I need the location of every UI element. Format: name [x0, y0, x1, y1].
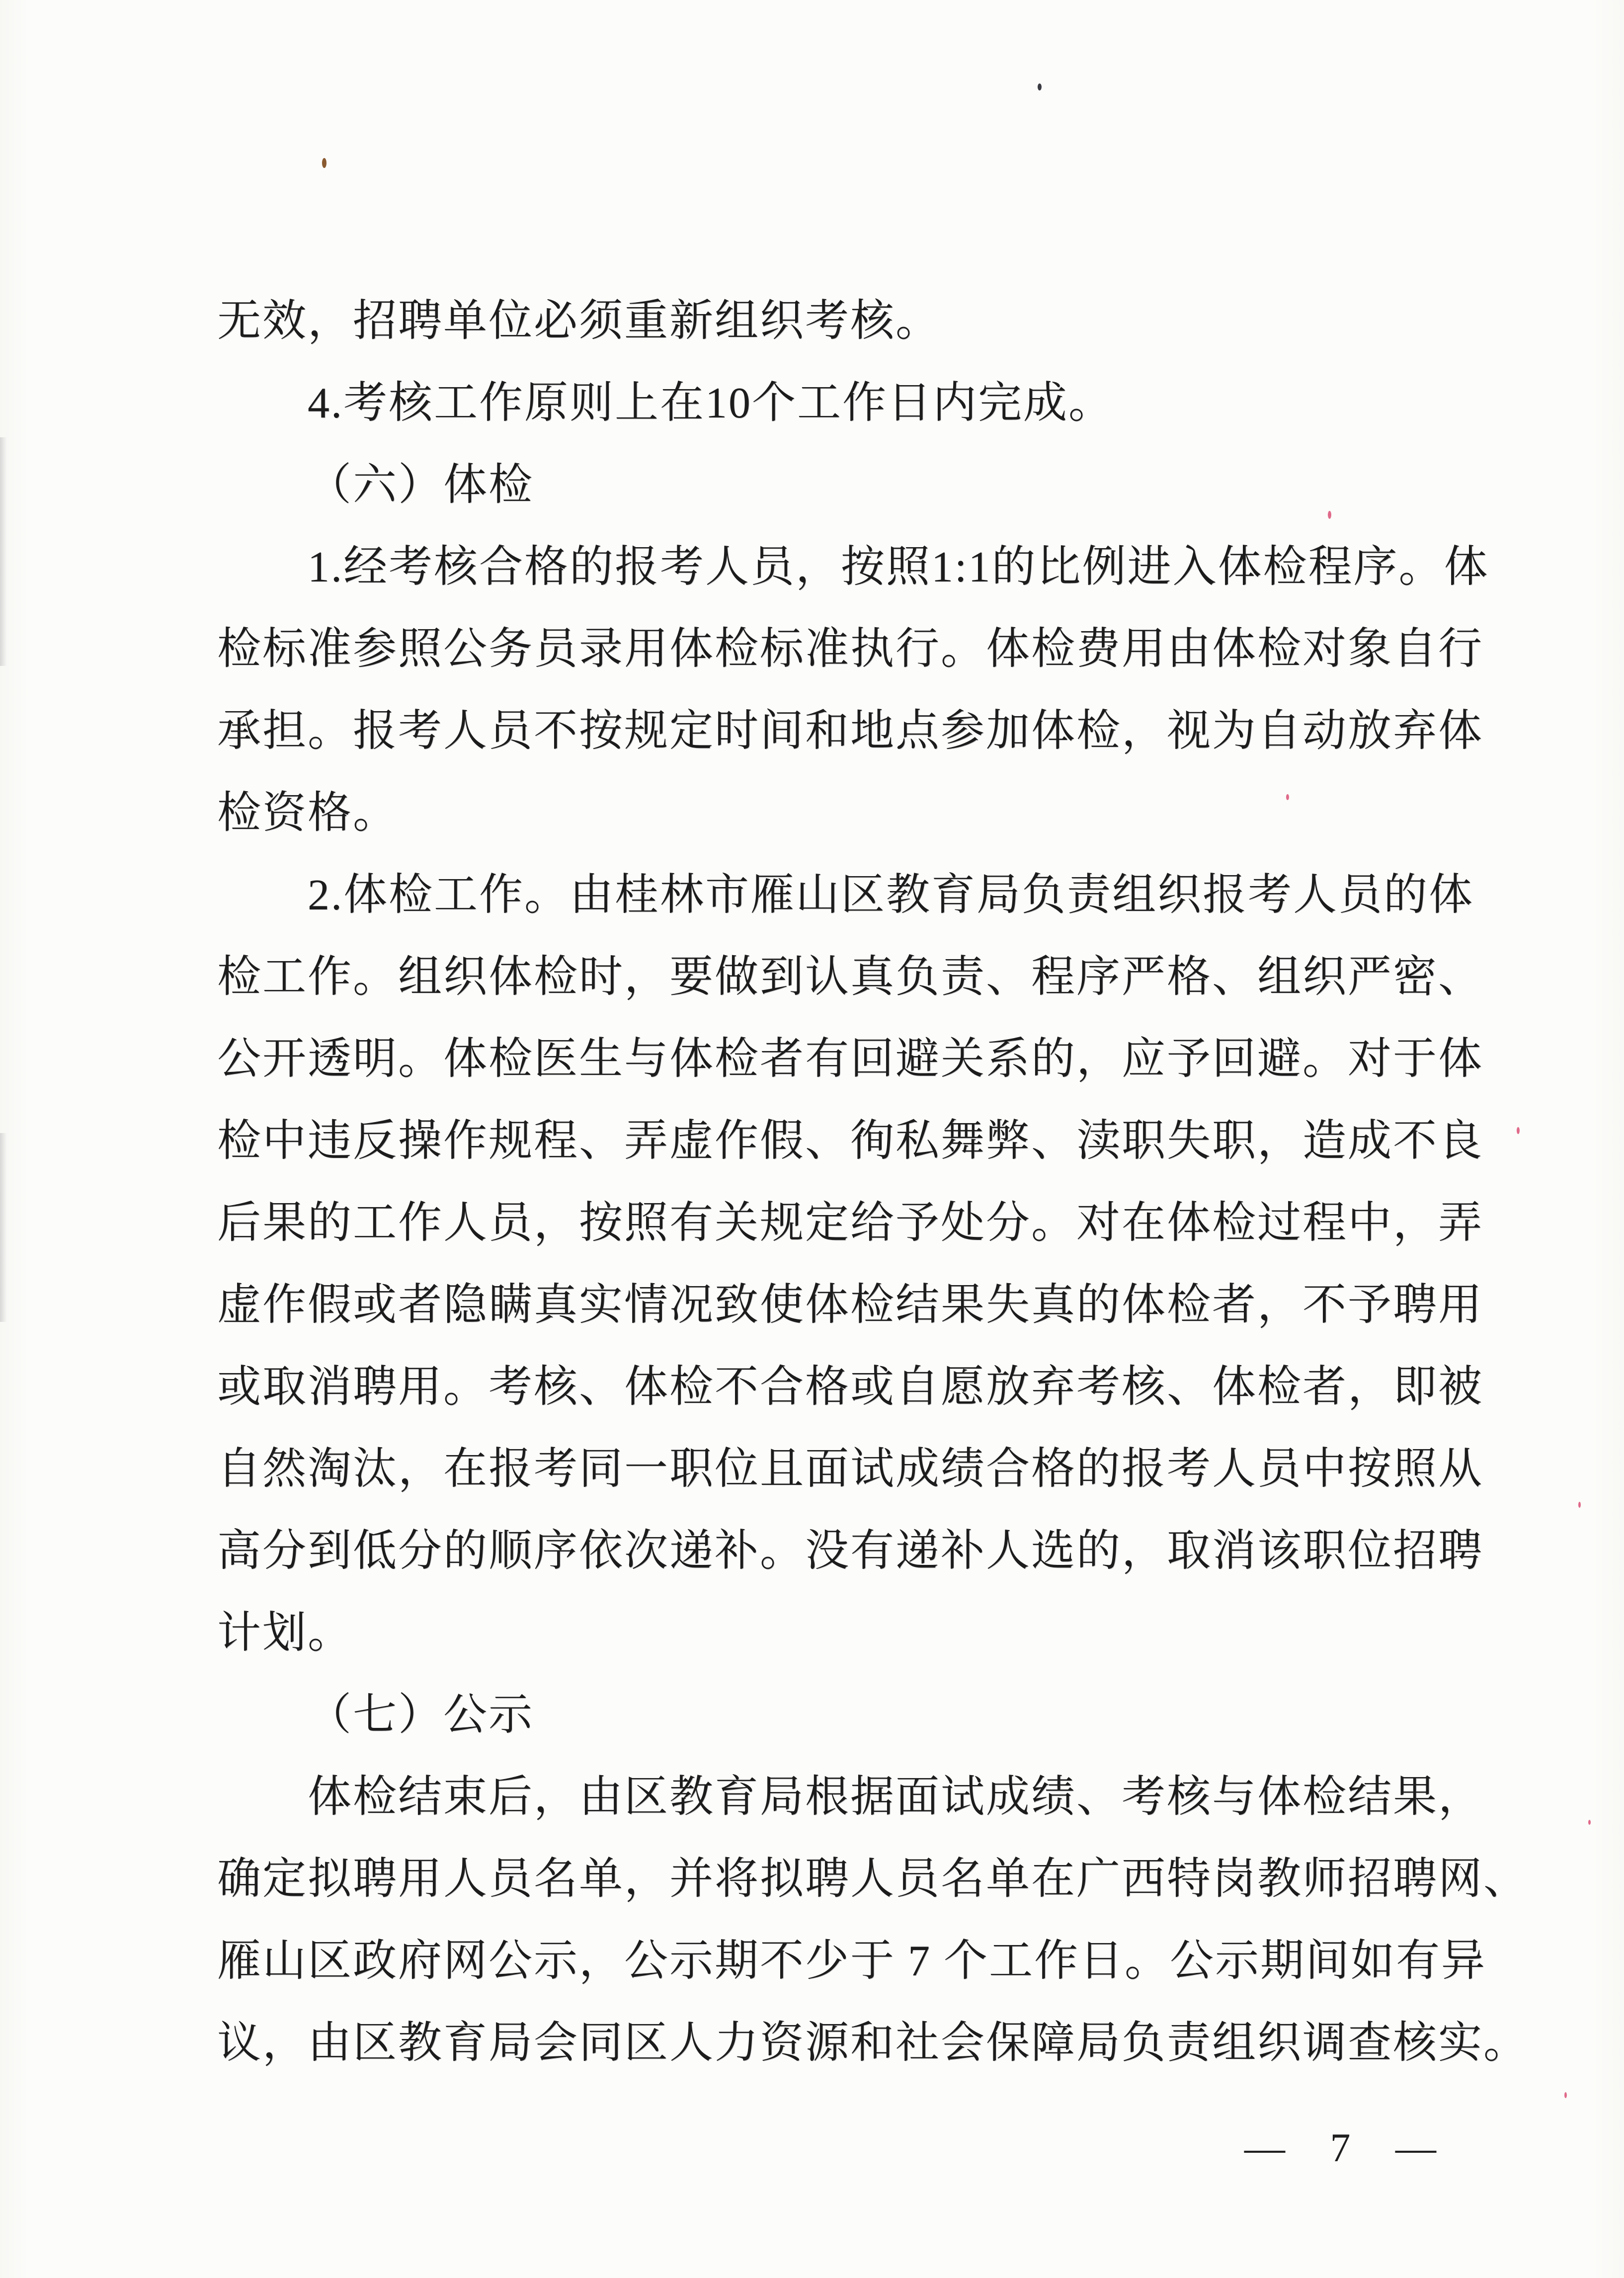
text-line: 检标准参照公务员录用体检标准执行。体检费用由体检对象自行 [217, 625, 1484, 673]
text-line: 无效，招聘单位必须重新组织考核。 [217, 297, 941, 345]
scan-speckle [1588, 1820, 1591, 1825]
document-body [217, 280, 1529, 2084]
scan-speckle [322, 158, 326, 168]
text-line: 自然淘汰，在报考同一职位且面试成绩合格的报考人员中按照从 [217, 1445, 1484, 1493]
text-line: 体检结束后，由区教育局根据面试成绩、考核与体检结果， [308, 1773, 1484, 1821]
scan-edge-smudge [0, 1133, 7, 1322]
text-line: 虚作假或者隐瞒真实情况致使体检结果失真的体检者，不予聘用 [217, 1281, 1484, 1329]
scan-speckle [1286, 794, 1289, 800]
scan-speckle [1517, 1127, 1520, 1134]
text-line: 1.经考核合格的报考人员，按照1:1的比例进入体检程序。体 [308, 543, 1489, 591]
text-line: （七）公示 [308, 1691, 534, 1739]
text-lines [217, 280, 1529, 2084]
text-line: 确定拟聘用人员名单，并将拟聘人员名单在广西特岗教师招聘网、 [217, 1855, 1529, 1903]
text-line: 计划。 [217, 1609, 353, 1657]
text-line: 雁山区政府网公示，公示期不少于 7 个工作日。公示期间如有异 [217, 1937, 1487, 1985]
scan-speckle [1564, 2092, 1567, 2098]
scan-speckle [1038, 83, 1042, 90]
scan-edge-smudge [0, 437, 7, 666]
text-line: 后果的工作人员，按照有关规定给予处分。对在体检过程中，弄 [217, 1199, 1484, 1247]
text-line: 公开透明。体检医生与体检者有回避关系的，应予回避。对于体 [217, 1035, 1484, 1083]
text-line: 承担。报考人员不按规定时间和地点参加体检，视为自动放弃体 [217, 707, 1484, 755]
scan-speckle [1328, 511, 1331, 519]
text-line: 检中违反操作规程、弄虚作假、徇私舞弊、渎职失职，造成不良 [217, 1117, 1484, 1165]
text-line: 2.体检工作。由桂林市雁山区教育局负责组织报考人员的体 [308, 871, 1474, 919]
text-line: 或取消聘用。考核、体检不合格或自愿放弃考核、体检者，即被 [217, 1363, 1484, 1411]
text-line: 高分到低分的顺序依次递补。没有递补人选的，取消该职位招聘 [217, 1527, 1484, 1575]
text-line: （六）体检 [308, 461, 534, 509]
text-line: 检工作。组织体检时，要做到认真负责、程序严格、组织严密、 [217, 953, 1484, 1001]
scan-speckle [1578, 1502, 1581, 1508]
page-number: — 7 — [1244, 2125, 1439, 2170]
text-line: 4.考核工作原则上在10个工作日内完成。 [308, 379, 1114, 427]
text-line: 检资格。 [217, 789, 399, 837]
text-line: 议，由区教育局会同区人力资源和社会保障局负责组织调查核实。 [217, 2019, 1529, 2067]
